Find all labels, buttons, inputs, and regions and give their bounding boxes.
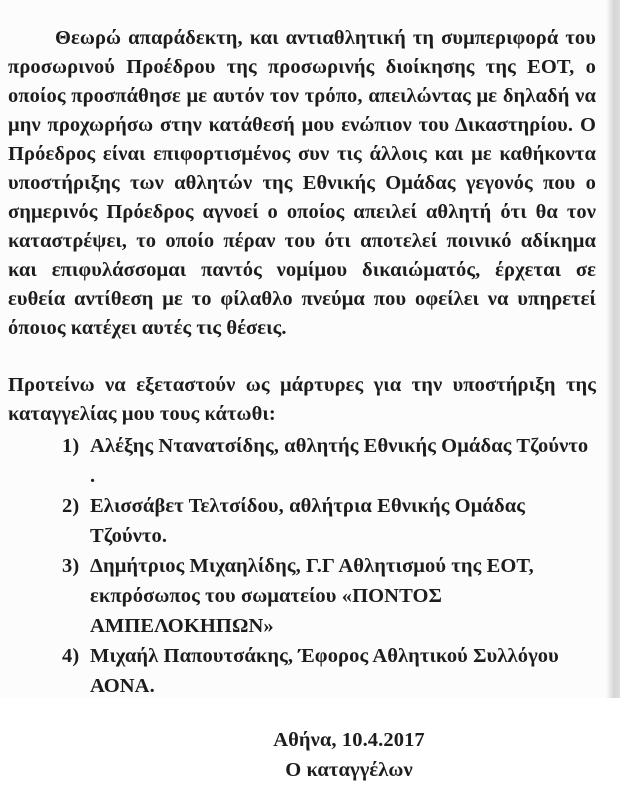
signature-label: Ο καταγγέλων <box>285 759 413 781</box>
paragraph-witness-intro: Προτείνω να εξεταστούν ως μάρτυρες για την υποστήριξη της καταγγελίας μου τους κάτωθι: <box>8 374 596 425</box>
signature-block <box>55 725 643 785</box>
witness-item <box>62 551 596 641</box>
document-content <box>8 24 596 785</box>
scan-edge-artifact <box>606 0 620 698</box>
paragraph-main-accusation: Θεωρώ απαράδεκτη, και αντιαθλητική τη συμπεριφορά του προσωρινού Προέδρου της προσωρινής διοίκησης της ΕΟΤ, ο οποίος προσπάθησε με αυτόν τον τρόπο, απειλώντας με δηλαδή να μην προχωρήσω στην κατάθεσή μου ενώπιον του Δικαστηρίου. Ο Πρόεδρος είναι επιφορτισμένος συν τις άλλοις και με καθήκοντα υποστήριξης των αθλητών της Εθνικής Ομάδας γεγονός που ο σημερινός Πρόεδρος αγνοεί ο οποίος απειλεί αθλητή ότι θα τον καταστρέψει, το οποίο πέραν του ότι αποτελεί ποινικό αδίκημα και επιφυλάσσομαι παντός νομίμου δικαιώματός, έρχεται σε ευθεία αντίθεση με το φίλαθλο πνεύμα που οφείλει να υπηρετεί όποιος κατέχει αυτές τις θέσεις. <box>8 27 596 339</box>
witness-item <box>62 431 596 491</box>
witness-number: 3) <box>62 555 80 577</box>
witness-number: 2) <box>62 495 80 517</box>
witness-number: 1) <box>62 435 80 457</box>
witness-text: Ελισσάβετ Τελτσίδου, αθλήτρια Εθνικής Ομάδας Τζούντο. <box>90 495 525 547</box>
witness-text: Αλέξης Ντανατσίδης, αθλητής Εθνικής Ομάδας Τζούντο . <box>90 435 589 487</box>
witness-number: 4) <box>62 645 80 667</box>
witness-item <box>62 491 596 551</box>
place-date: Αθήνα, 10.4.2017 <box>273 729 425 751</box>
witness-item <box>62 641 596 701</box>
witness-text: Δημήτριος Μιχαηλίδης, Γ.Γ Αθλητισμού της ΕΟΤ, εκπρόσωπος του σωματείου «ΠΟΝΤΟΣ ΑΜΠΕΛΟΚΗΠΩΝ» <box>90 555 534 637</box>
witness-text: Μιχαήλ Παπουτσάκης, Έφορος Αθλητικού Συλλόγου ΑΟΝΑ. <box>90 645 559 697</box>
witness-list <box>8 431 596 701</box>
